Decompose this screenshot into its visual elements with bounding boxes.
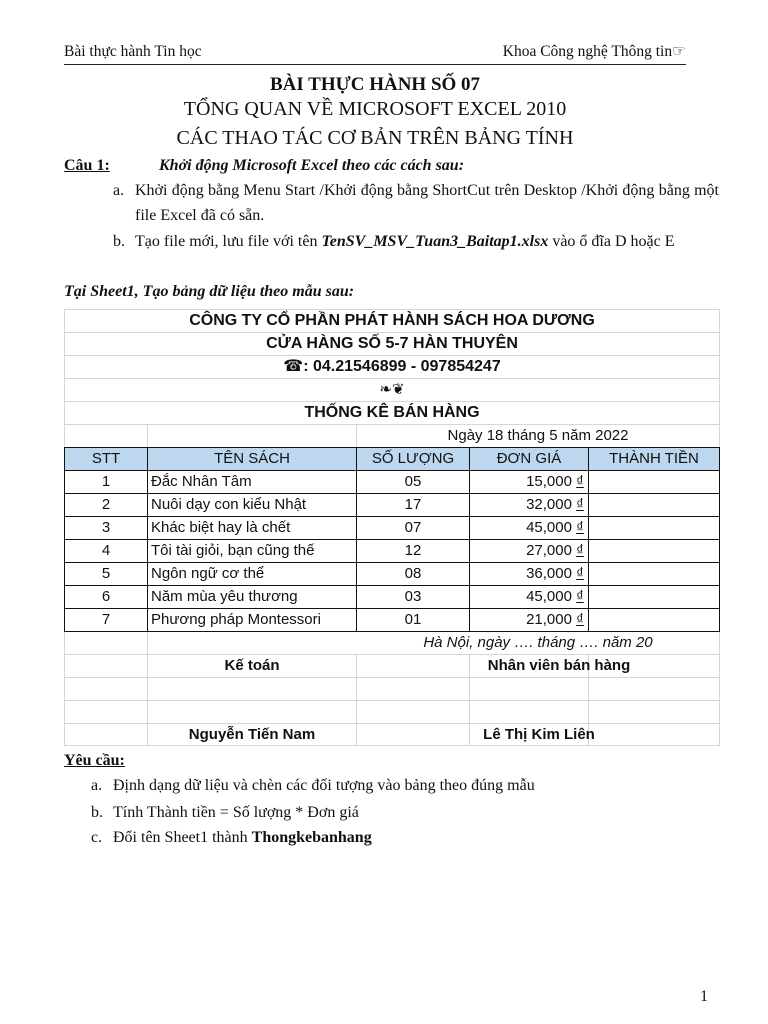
page-header	[64, 42, 686, 65]
page-number: 1	[700, 988, 708, 1005]
item-marker: a.	[91, 777, 103, 794]
gridline	[356, 654, 357, 746]
cell-stt: 7	[101, 611, 111, 628]
cell-stt: 2	[101, 496, 111, 513]
col-header-qty: SỐ LƯỢNG	[371, 450, 455, 467]
gridline	[64, 700, 720, 701]
item-text-prefix: Tạo file mới, lưu file với tên	[135, 233, 322, 250]
cell-price	[470, 494, 588, 516]
price-value: 15,000	[526, 473, 572, 490]
signature-name-accountant: Nguyễn Tiến Nam	[188, 726, 316, 743]
place-date: Hà Nội, ngày …. tháng …. năm 20	[423, 634, 653, 651]
question-1-label: Câu 1:	[64, 157, 110, 174]
cell-qty: 01	[404, 611, 422, 628]
cell-stt: 4	[101, 542, 111, 559]
cell-book-name: Ngôn ngữ cơ thể	[151, 565, 265, 582]
header-course: Bài thực hành Tin học	[64, 43, 202, 60]
header-faculty: Khoa Công nghệ Thông tin☞	[502, 43, 686, 60]
cell-stt: 6	[101, 588, 111, 605]
cell-book-name: Đắc Nhân Tâm	[151, 473, 252, 490]
requirement-a	[91, 777, 535, 795]
cell-price	[470, 517, 588, 539]
col-header-price: ĐƠN GIÁ	[496, 450, 562, 467]
cell-book-name: Phương pháp Montessori	[151, 611, 321, 628]
item-marker: c.	[91, 829, 103, 846]
cell-stt: 1	[101, 473, 111, 490]
item-marker: a.	[113, 182, 125, 199]
item-text: Tính Thành tiền = Số lượng * Đơn giá	[113, 804, 359, 821]
sheet-instruction: Tại Sheet1, Tạo bảng dữ liệu theo mẫu sau:	[64, 283, 355, 300]
phone-number: : 04.21546899 - 097854247	[303, 358, 501, 375]
cell-qty: 17	[404, 496, 422, 513]
cell-qty: 12	[404, 542, 422, 559]
cell-price	[470, 471, 588, 493]
table-border	[719, 447, 720, 632]
gridline	[64, 677, 720, 678]
phone-line	[64, 356, 720, 378]
currency-symbol: ₫	[576, 496, 584, 513]
question-1-item-a	[113, 178, 719, 228]
price-value: 45,000	[526, 519, 572, 536]
question-1	[64, 157, 465, 175]
signature-name-salesperson: Lê Thị Kim Liên	[483, 726, 595, 743]
currency-symbol: ₫	[576, 611, 584, 628]
store-name: CỬA HÀNG SỐ 5-7 HÀN THUYÊN	[266, 335, 518, 352]
question-1-desc: Khởi động Microsoft Excel theo các cách sau:	[159, 157, 465, 174]
cell-stt: 5	[101, 565, 111, 582]
requirements-title: Yêu cầu:	[64, 752, 125, 769]
cell-qty: 05	[404, 473, 422, 490]
cell-qty: 03	[404, 588, 422, 605]
item-marker: b.	[113, 233, 125, 250]
ornament-icon: ❧❦	[379, 381, 405, 398]
item-text-prefix: Đổi tên Sheet1 thành	[113, 829, 252, 846]
cell-price	[470, 540, 588, 562]
col-header-total: THÀNH TIỀN	[609, 450, 699, 467]
col-header-stt: STT	[91, 450, 121, 467]
cell-price	[470, 563, 588, 585]
exercise-subtitle-1: TỔNG QUAN VỀ MICROSOFT EXCEL 2010	[183, 98, 567, 120]
item-text: Khởi động bằng Menu Start /Khởi động bằng ShortCut trên Desktop /Khởi động bằng một file Excel đã có sẵn.	[135, 182, 719, 224]
currency-symbol: ₫	[576, 542, 584, 559]
cell-book-name: Năm mùa yêu thương	[151, 588, 298, 605]
company-name: CÔNG TY CỔ PHẦN PHÁT HÀNH SÁCH HOA DƯƠNG	[189, 312, 595, 329]
signature-title-accountant: Kế toán	[224, 657, 280, 674]
price-value: 36,000	[526, 565, 572, 582]
exercise-title: BÀI THỰC HÀNH SỐ 07	[269, 74, 481, 95]
cell-book-name: Nuôi dạy con kiểu Nhật	[151, 496, 307, 513]
table-border	[147, 447, 148, 632]
cell-qty: 08	[404, 565, 422, 582]
item-marker: b.	[91, 804, 103, 821]
cell-price	[470, 609, 588, 631]
cell-price	[470, 586, 588, 608]
exercise-subtitle-2: CÁC THAO TÁC CƠ BẢN TRÊN BẢNG TÍNH	[176, 127, 574, 149]
item-text-suffix: vào ổ đĩa D hoặc E	[548, 233, 675, 250]
signature-title-salesperson: Nhân viên bán hàng	[487, 657, 631, 674]
report-title: THỐNG KÊ BÁN HÀNG	[304, 404, 480, 421]
spreadsheet-table	[64, 309, 720, 746]
currency-symbol: ₫	[576, 519, 584, 536]
table-border	[588, 447, 589, 632]
price-value: 32,000	[526, 496, 572, 513]
price-value: 27,000	[526, 542, 572, 559]
price-value: 21,000	[526, 611, 572, 628]
cell-book-name: Khác biệt hay là chết	[151, 519, 291, 536]
cell-qty: 07	[404, 519, 422, 536]
cell-book-name: Tôi tài giỏi, bạn cũng thế	[151, 542, 315, 559]
requirement-c	[91, 829, 372, 847]
currency-symbol: ₫	[576, 588, 584, 605]
question-1-item-b	[113, 229, 719, 254]
item-filename: TenSV_MSV_Tuan3_Baitap1.xlsx	[321, 233, 549, 250]
col-header-name: TÊN SÁCH	[214, 450, 290, 467]
item-text: Định dạng dữ liệu và chèn các đối tượng vào bảng theo đúng mẫu	[113, 777, 535, 794]
report-date: Ngày 18 tháng 5 năm 2022	[447, 427, 629, 444]
gridline	[147, 424, 148, 448]
cell-stt: 3	[101, 519, 111, 536]
sheet-new-name: Thongkebanhang	[251, 829, 372, 846]
phone-icon: ☎	[283, 358, 304, 375]
currency-symbol: ₫	[576, 565, 584, 582]
price-value: 45,000	[526, 588, 572, 605]
currency-symbol: ₫	[576, 473, 584, 490]
requirement-b	[91, 804, 359, 822]
